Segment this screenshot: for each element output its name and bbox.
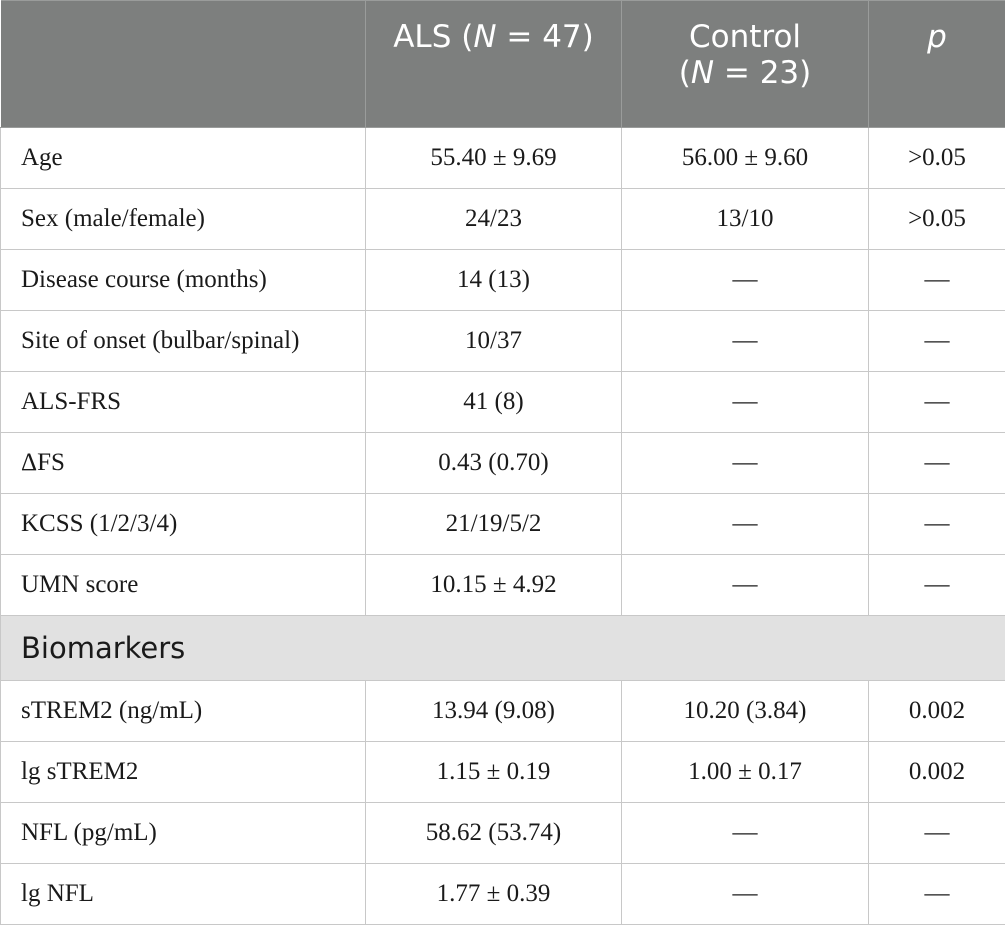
header-als	[366, 1, 622, 128]
control-value: —	[622, 864, 869, 925]
als-value: 55.40 ± 9.69	[366, 128, 622, 189]
header-control-prefix: (	[678, 55, 691, 91]
header-p: p	[869, 1, 1005, 128]
control-value: 10.20 (3.84)	[622, 681, 869, 742]
header-als-prefix: ALS (	[393, 19, 474, 55]
row-label: sTREM2 (ng/mL)	[1, 681, 366, 742]
table-row	[1, 189, 1005, 250]
row-label: ΔFS	[1, 433, 366, 494]
als-value: 41 (8)	[366, 372, 622, 433]
p-value: —	[869, 433, 1005, 494]
row-label: lg NFL	[1, 864, 366, 925]
row-label: Age	[1, 128, 366, 189]
als-value: 13.94 (9.08)	[366, 681, 622, 742]
p-value: —	[869, 372, 1005, 433]
header-empty-cell	[1, 1, 366, 128]
als-value: 24/23	[366, 189, 622, 250]
control-value: —	[622, 555, 869, 616]
control-value: —	[622, 433, 869, 494]
header-control-n: N	[690, 55, 715, 91]
row-label: Sex (male/female)	[1, 189, 366, 250]
als-value: 1.15 ± 0.19	[366, 742, 622, 803]
row-label: NFL (pg/mL)	[1, 803, 366, 864]
header-als-suffix: = 47)	[496, 19, 594, 55]
section-title: Biomarkers	[1, 616, 1005, 681]
als-value: 1.77 ± 0.39	[366, 864, 622, 925]
header-control-line1: Control	[688, 19, 802, 55]
p-value: 0.002	[869, 681, 1005, 742]
p-value: >0.05	[869, 128, 1005, 189]
p-value: —	[869, 803, 1005, 864]
table-row	[1, 372, 1005, 433]
header-control	[622, 1, 869, 128]
section-row-biomarkers	[1, 616, 1005, 681]
row-label: Site of onset (bulbar/spinal)	[1, 311, 366, 372]
control-value: 13/10	[622, 189, 869, 250]
p-value: —	[869, 494, 1005, 555]
table-row	[1, 742, 1005, 803]
header-control-suffix: = 23)	[714, 55, 812, 91]
row-label: KCSS (1/2/3/4)	[1, 494, 366, 555]
row-label: Disease course (months)	[1, 250, 366, 311]
table-row	[1, 433, 1005, 494]
table-row	[1, 803, 1005, 864]
table-row	[1, 864, 1005, 925]
als-value: 0.43 (0.70)	[366, 433, 622, 494]
p-value: —	[869, 250, 1005, 311]
als-value: 58.62 (53.74)	[366, 803, 622, 864]
control-value: —	[622, 250, 869, 311]
row-label: ALS-FRS	[1, 372, 366, 433]
als-value: 10.15 ± 4.92	[366, 555, 622, 616]
control-value: 56.00 ± 9.60	[622, 128, 869, 189]
table-row	[1, 494, 1005, 555]
header-row	[1, 1, 1005, 128]
p-value: >0.05	[869, 189, 1005, 250]
p-value: —	[869, 555, 1005, 616]
table-row	[1, 681, 1005, 742]
als-value: 21/19/5/2	[366, 494, 622, 555]
row-label: UMN score	[1, 555, 366, 616]
als-value: 10/37	[366, 311, 622, 372]
control-value: —	[622, 311, 869, 372]
p-value: 0.002	[869, 742, 1005, 803]
table-row	[1, 128, 1005, 189]
control-value: —	[622, 372, 869, 433]
header-als-n: N	[473, 19, 497, 55]
control-value: 1.00 ± 0.17	[622, 742, 869, 803]
p-value: —	[869, 311, 1005, 372]
control-value: —	[622, 494, 869, 555]
table-row	[1, 555, 1005, 616]
p-value: —	[869, 864, 1005, 925]
table-row	[1, 311, 1005, 372]
row-label: lg sTREM2	[1, 742, 366, 803]
table-row	[1, 250, 1005, 311]
als-value: 14 (13)	[366, 250, 622, 311]
control-value: —	[622, 803, 869, 864]
